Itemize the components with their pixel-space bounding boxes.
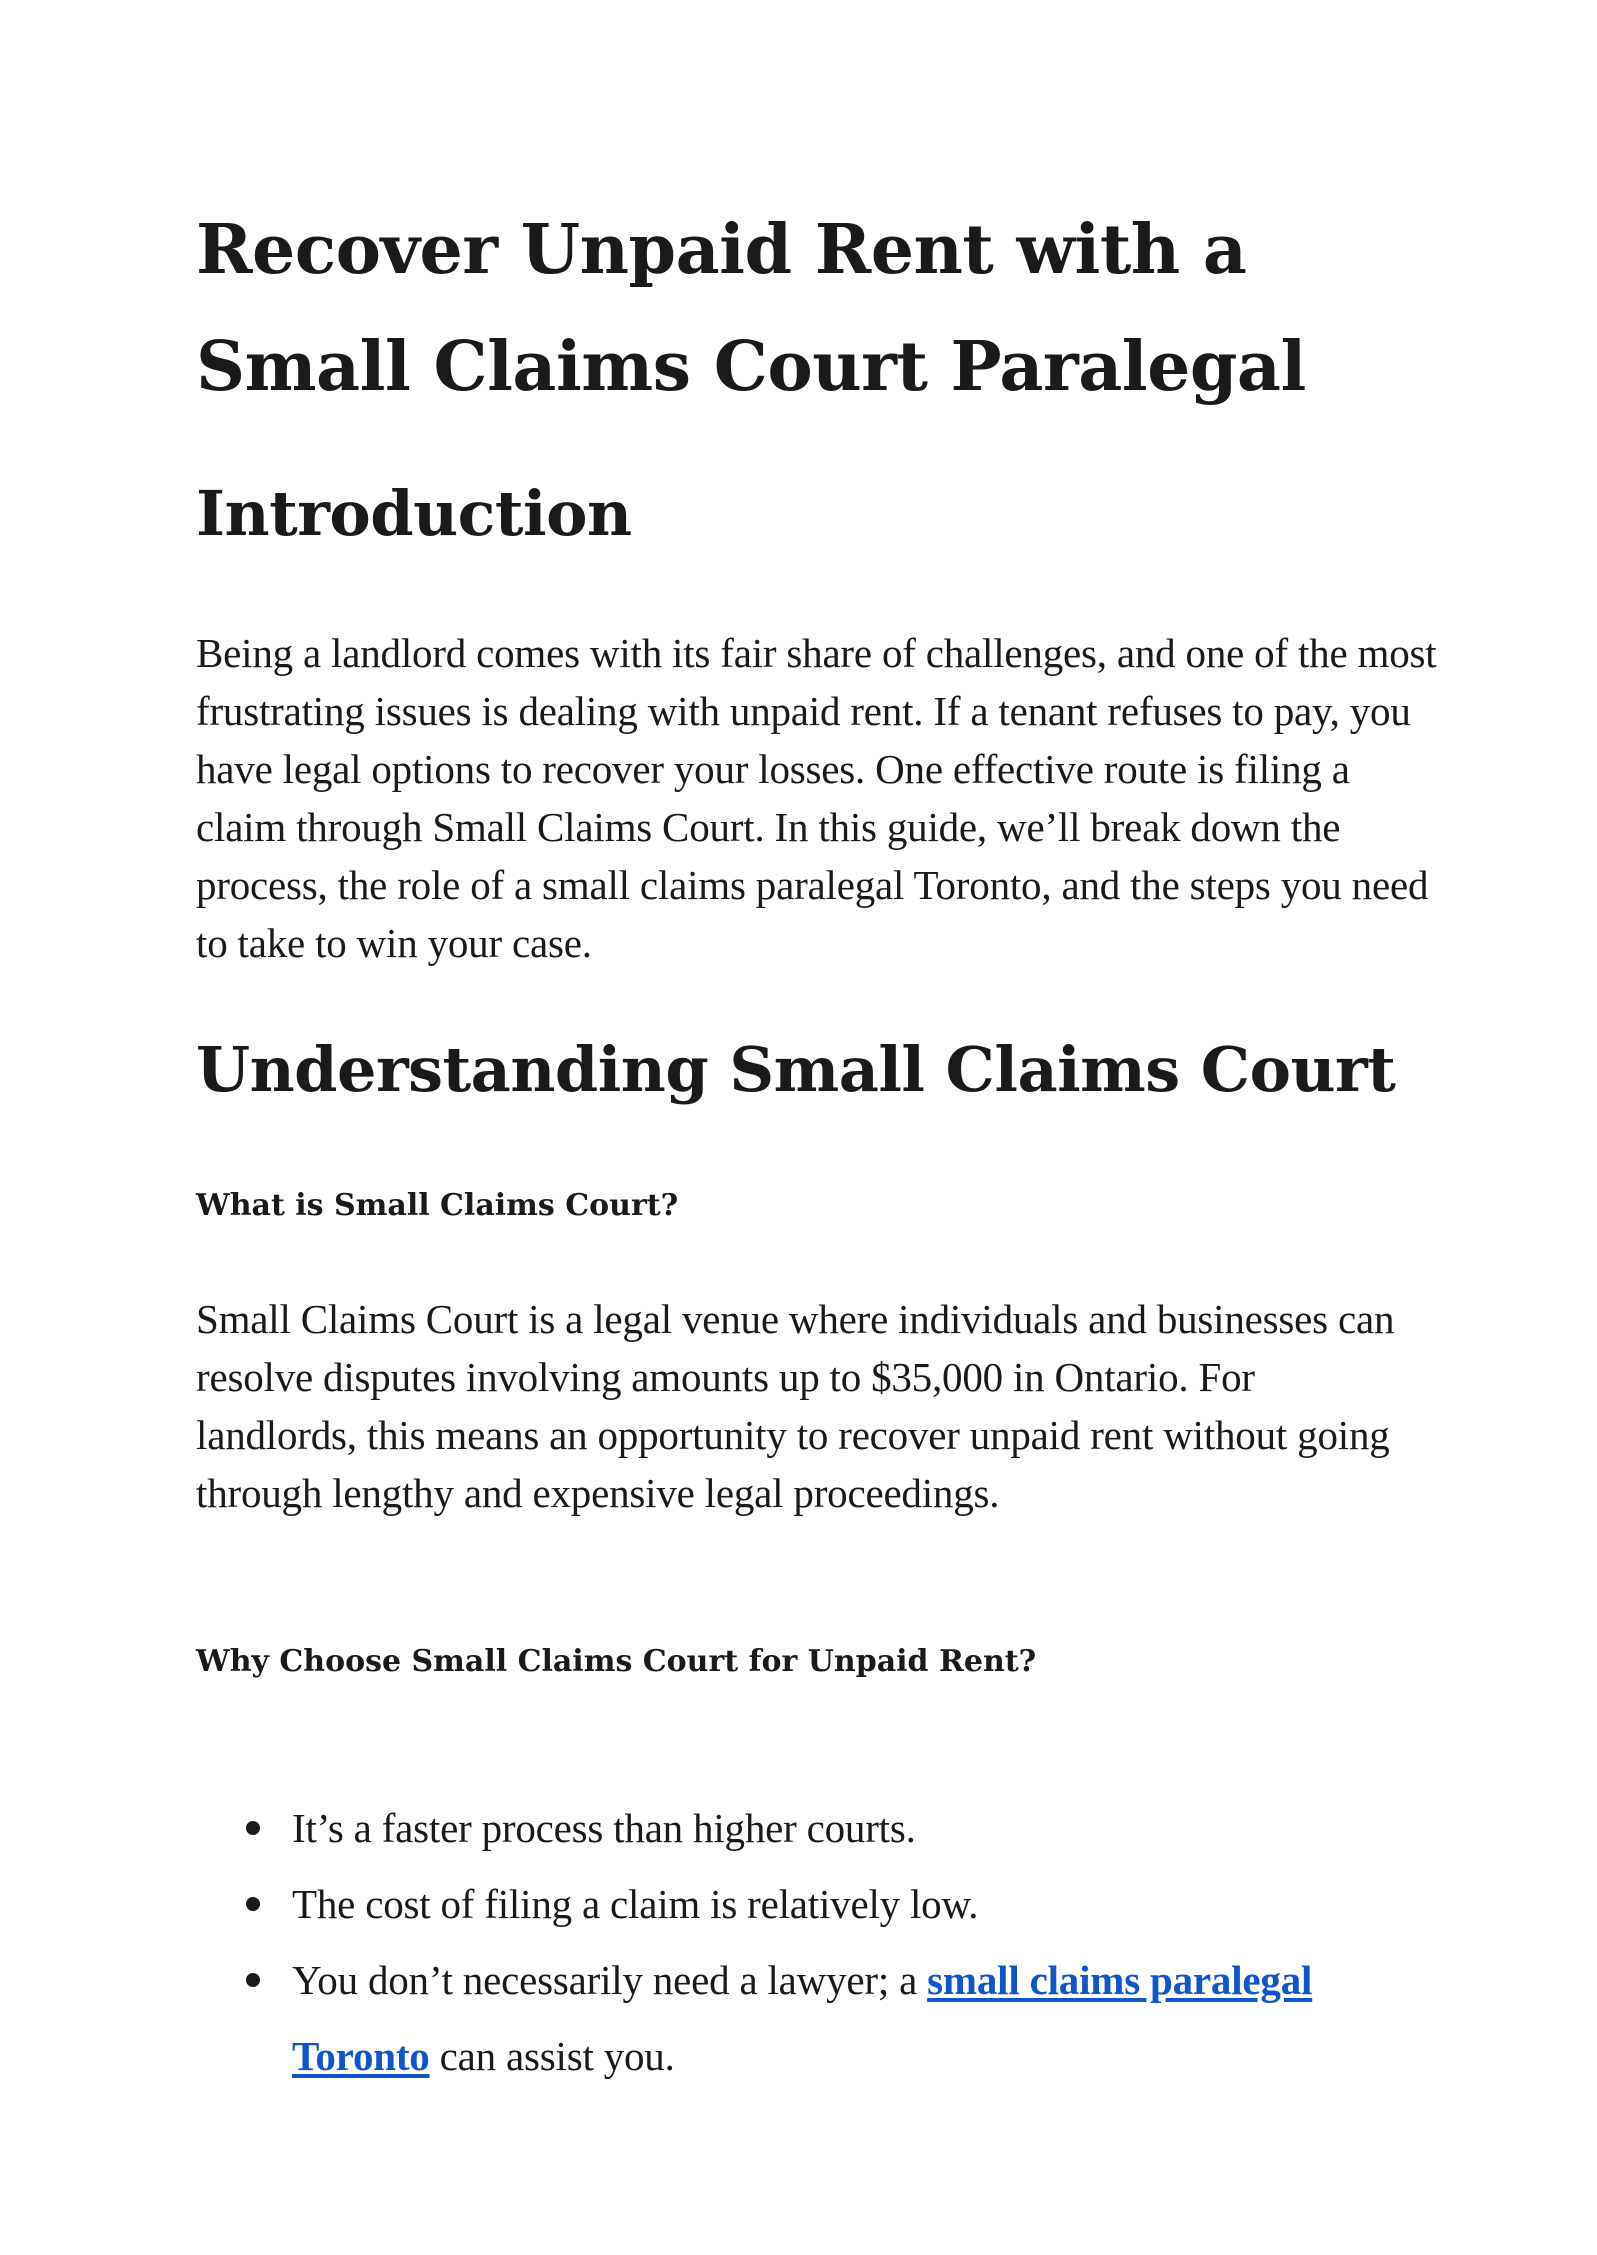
list-item-text: It’s a faster process than higher courts. — [292, 1805, 916, 1851]
list-item-text-after: can assist you. — [429, 2033, 675, 2079]
list-item — [196, 1942, 1446, 2094]
introduction-heading: Introduction — [196, 477, 632, 550]
list-item — [196, 1866, 1446, 1942]
bullet-icon — [246, 1821, 260, 1835]
why-choose-list — [196, 1790, 1446, 2094]
bullet-icon — [246, 1973, 260, 1987]
list-item-text: The cost of filing a claim is relatively low. — [292, 1881, 979, 1927]
what-is-heading: What is Small Claims Court? — [196, 1188, 679, 1223]
paralegal-link[interactable]: small claims paralegal Toronto — [292, 1957, 1313, 2079]
what-is-paragraph: Small Claims Court is a legal venue where individuals and businesses can resolve disputes involving amounts up to $35,000 in Ontario. For landlords, this means an opportunity to recover unpaid rent without going through lengthy and expensive legal proceedings. — [196, 1296, 1395, 1516]
understanding-heading: Understanding Small Claims Court — [196, 1033, 1396, 1106]
list-item-text-before: You don’t necessarily need a lawyer; a — [292, 1957, 928, 2003]
bullet-icon — [246, 1897, 260, 1911]
introduction-paragraph: Being a landlord comes with its fair share of challenges, and one of the most frustrating issues is dealing with unpaid rent. If a tenant refuses to pay, you have legal options to recover your losses. One effective route is filing a claim through Small Claims Court. In this guide, we’ll break down the process, the role of a small claims paralegal Toronto, and the steps you need to take to win your case. — [196, 630, 1437, 966]
list-item — [196, 1790, 1446, 1866]
why-choose-heading: Why Choose Small Claims Court for Unpaid Rent? — [196, 1644, 1037, 1679]
page-title: Recover Unpaid Rent with a Small Claims Court Paralegal — [196, 210, 1306, 407]
